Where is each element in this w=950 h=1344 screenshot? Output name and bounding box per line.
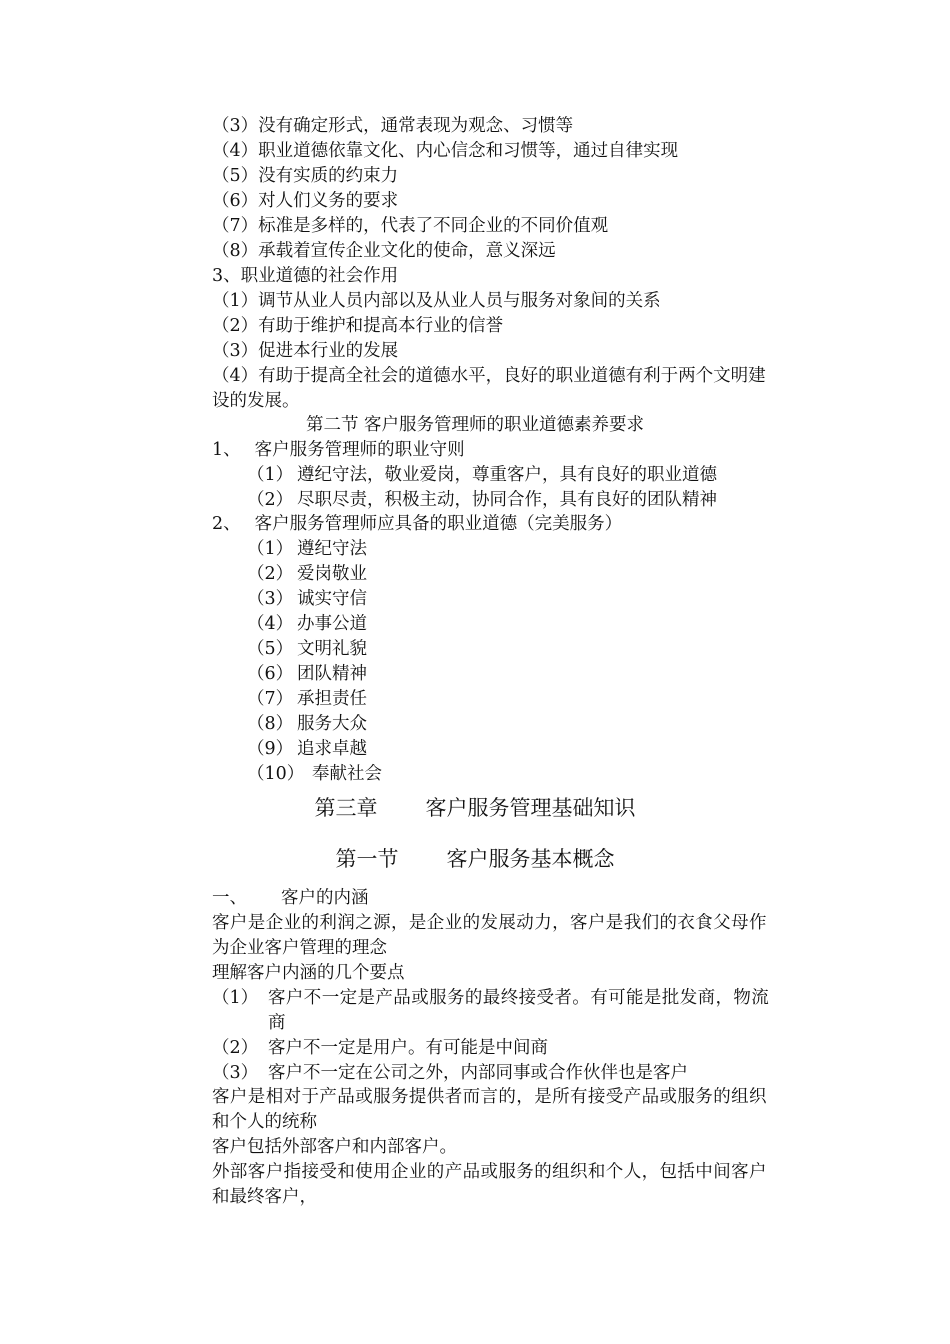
item-number: （7） xyxy=(247,689,294,709)
item-number: （1） xyxy=(247,465,294,485)
section-title: 第二节 客户服务管理师的职业道德素养要求 xyxy=(305,415,645,435)
list-item xyxy=(247,762,382,786)
heading-number: 一、 xyxy=(212,888,247,908)
list-item xyxy=(212,1061,688,1085)
item-text: 文明礼貌 xyxy=(297,639,367,659)
item-text: 奉献社会 xyxy=(312,764,382,784)
section-name: 客户服务基本概念 xyxy=(446,847,615,871)
paragraph: 客户包括外部客户和内部客户。 xyxy=(212,1137,457,1157)
paragraph: 理解客户内涵的几个要点 xyxy=(212,963,405,983)
list-item-continuation: 设的发展。 xyxy=(212,391,300,411)
item-text: 爱岗敬业 xyxy=(297,564,367,584)
item-text: 追求卓越 xyxy=(297,739,367,759)
item-text: 团队精神 xyxy=(297,664,367,684)
paragraph-line: 和最终客户， xyxy=(212,1187,317,1207)
item-text: 办事公道 xyxy=(297,614,367,634)
list-item: （2）有助于维护和提高本行业的信誉 xyxy=(212,316,504,336)
list-item: （5）没有实质的约束力 xyxy=(212,166,399,186)
item-text: 承担责任 xyxy=(297,689,367,709)
numbered-heading xyxy=(212,886,369,910)
list-item xyxy=(247,562,367,586)
item-number: （3） xyxy=(212,1063,259,1083)
list-item: （8）承载着宣传企业文化的使命，意义深远 xyxy=(212,241,556,261)
list-item xyxy=(247,537,367,561)
heading-text: 客户的内涵 xyxy=(281,888,369,908)
list-item xyxy=(247,637,367,661)
item-text: 遵纪守法 xyxy=(297,539,367,559)
item-number: （1） xyxy=(212,988,259,1008)
item-number: （8） xyxy=(247,714,294,734)
list-item xyxy=(247,488,717,512)
item-number: （4） xyxy=(247,614,294,634)
item-number: （3） xyxy=(247,589,294,609)
heading-number: 2、 xyxy=(212,514,241,534)
paragraph-line: 外部客户指接受和使用企业的产品或服务的组织和个人，包括中间客户 xyxy=(212,1162,767,1182)
item-text: 诚实守信 xyxy=(297,589,367,609)
item-number: （2） xyxy=(212,1038,259,1058)
paragraph-line: 客户是相对于产品或服务提供者而言的，是所有接受产品或服务的组织 xyxy=(212,1087,767,1107)
paragraph-line: 为企业客户管理的理念 xyxy=(212,938,387,958)
heading-text: 客户服务管理师的职业守则 xyxy=(254,440,465,460)
section-number: 第一节 xyxy=(335,847,399,871)
list-item-continuation: 商 xyxy=(268,1013,286,1033)
heading-text: 客户服务管理师应具备的职业道德（完美服务） xyxy=(254,514,623,534)
paragraph-line: 客户是企业的利润之源，是企业的发展动力，客户是我们的衣食父母作 xyxy=(212,913,767,933)
list-item: （3）促进本行业的发展 xyxy=(212,341,399,361)
list-item xyxy=(247,712,367,736)
list-item xyxy=(247,737,367,761)
list-item xyxy=(212,1036,548,1060)
item-number: （2） xyxy=(247,490,294,510)
item-text: 客户不一定在公司之外，内部同事或合作伙伴也是客户 xyxy=(268,1063,688,1083)
list-item xyxy=(247,612,367,636)
item-text: 客户不一定是用户。有可能是中间商 xyxy=(268,1038,548,1058)
item-text: 尽职尽责，积极主动，协同合作，具有良好的团队精神 xyxy=(297,490,717,510)
list-item xyxy=(247,587,367,611)
subheading: 3、职业道德的社会作用 xyxy=(212,266,399,286)
item-number: （2） xyxy=(247,564,294,584)
item-number: （9） xyxy=(247,739,294,759)
list-item xyxy=(212,986,769,1010)
item-number: （6） xyxy=(247,664,294,684)
list-item: （7）标准是多样的，代表了不同企业的不同价值观 xyxy=(212,216,609,236)
numbered-heading xyxy=(212,438,465,462)
list-item xyxy=(247,687,367,711)
heading-number: 1、 xyxy=(212,440,241,460)
section-title xyxy=(0,845,950,873)
item-number: （5） xyxy=(247,639,294,659)
chapter-name: 客户服务管理基础知识 xyxy=(425,796,636,820)
list-item xyxy=(247,463,717,487)
item-text: 服务大众 xyxy=(297,714,367,734)
chapter-number: 第三章 xyxy=(314,796,378,820)
numbered-heading xyxy=(212,512,622,536)
item-text: 遵纪守法，敬业爱岗，尊重客户，具有良好的职业道德 xyxy=(297,465,717,485)
item-number: （10） xyxy=(247,764,305,784)
list-item xyxy=(247,662,367,686)
chapter-title xyxy=(0,794,950,822)
list-item: （4）职业道德依靠文化、内心信念和习惯等，通过自律实现 xyxy=(212,141,679,161)
item-text: 客户不一定是产品或服务的最终接受者。有可能是批发商，物流 xyxy=(268,988,770,1008)
list-item: （4）有助于提高全社会的道德水平，良好的职业道德有利于两个文明建 xyxy=(212,366,766,386)
paragraph-line: 和个人的统称 xyxy=(212,1112,317,1132)
item-number: （1） xyxy=(247,539,294,559)
list-item: （3）没有确定形式，通常表现为观念、习惯等 xyxy=(212,116,574,136)
list-item: （6）对人们义务的要求 xyxy=(212,191,399,211)
list-item: （1）调节从业人员内部以及从业人员与服务对象间的关系 xyxy=(212,291,661,311)
